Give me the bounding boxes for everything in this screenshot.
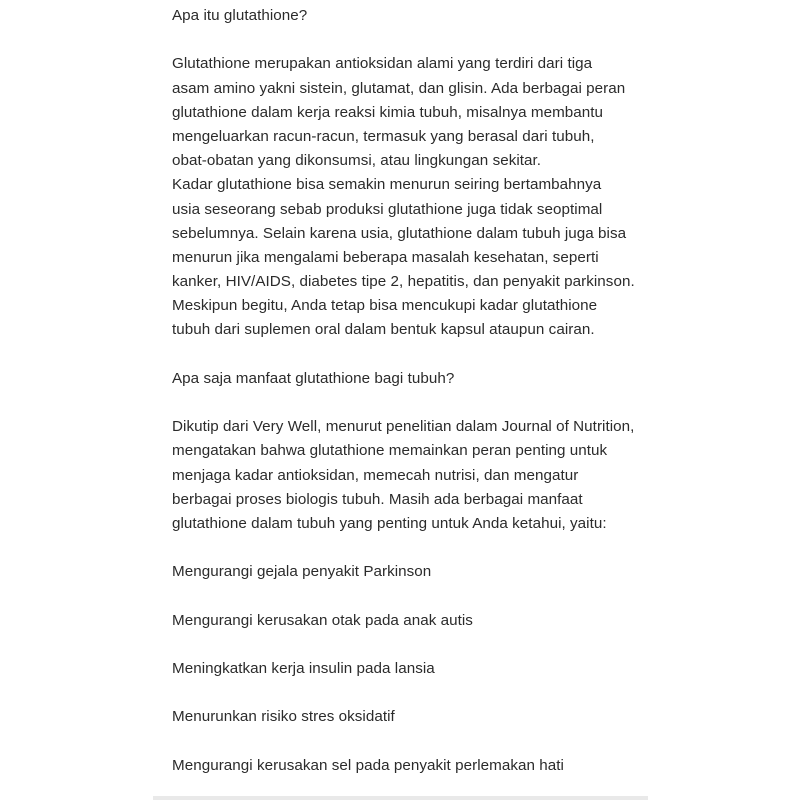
paragraph-line: glutathione dalam kerja reaksi kimia tubuh, misalnya membantu — [172, 103, 604, 121]
paragraph-line: asam amino yakni sistein, glutamat, dan glisin. Ada berbagai peran — [172, 79, 626, 97]
intro-paragraph — [172, 52, 642, 342]
paragraph-line: mengeluarkan racun-racun, termasuk yang berasal dari tubuh, — [172, 127, 595, 145]
benefit-item: Mengurangi kerusakan otak pada anak autis — [172, 611, 473, 629]
paragraph-line: sebelumnya. Selain karena usia, glutathione dalam tubuh juga bisa — [172, 224, 627, 242]
benefit-item: Mengurangi kerusakan sel pada penyakit perlemakan hati — [172, 756, 564, 774]
paragraph-gap — [172, 681, 642, 705]
paragraph-gap — [172, 633, 642, 657]
paragraph-gap — [172, 730, 642, 754]
paragraph-gap — [172, 391, 642, 415]
paragraph-gap — [172, 343, 642, 367]
benefit-item: Menurunkan risiko stres oksidatif — [172, 708, 395, 726]
benefit-item: Meningkatkan kerja insulin pada lansia — [172, 660, 435, 678]
paragraph-line: tubuh dari suplemen oral dalam bentuk kapsul ataupun cairan. — [172, 321, 595, 339]
paragraph-line: Glutathione merupakan antioksidan alami yang terdiri dari tiga — [172, 55, 593, 73]
paragraph-line: mengatakan bahwa glutathione memainkan peran penting untuk — [172, 442, 608, 460]
paragraph-line: menurun jika mengalami beberapa masalah kesehatan, seperti — [172, 248, 599, 266]
paragraph-line: menjaga kadar antioksidan, memecah nutrisi, dan mengatur — [172, 466, 579, 484]
section-heading-what-is-glutathione: Apa itu glutathione? — [172, 7, 308, 24]
paragraph-gap — [172, 28, 642, 52]
paragraph-gap — [172, 585, 642, 609]
benefits-intro-paragraph — [172, 415, 642, 536]
paragraph-line: obat-obatan yang dikonsumsi, atau lingkungan sekitar. — [172, 152, 542, 170]
article-body — [172, 4, 642, 778]
paragraph-gap — [172, 536, 642, 560]
paragraph-line: usia seseorang sebab produksi glutathione juga tidak seoptimal — [172, 200, 603, 218]
paragraph-line: Meskipun begitu, Anda tetap bisa mencukupi kadar glutathione — [172, 297, 598, 315]
paragraph-line: kanker, HIV/AIDS, diabetes tipe 2, hepatitis, dan penyakit parkinson. — [172, 273, 635, 291]
paragraph-line: Kadar glutathione bisa semakin menurun seiring bertambahnya — [172, 176, 602, 194]
bottom-divider — [153, 796, 648, 800]
paragraph-line: Dikutip dari Very Well, menurut penelitian dalam Journal of Nutrition, — [172, 418, 635, 436]
benefit-item: Mengurangi gejala penyakit Parkinson — [172, 563, 432, 581]
section-heading-benefits: Apa saja manfaat glutathione bagi tubuh? — [172, 369, 455, 387]
paragraph-line: berbagai proses biologis tubuh. Masih ada berbagai manfaat — [172, 490, 583, 508]
paragraph-line: glutathione dalam tubuh yang penting untuk Anda ketahui, yaitu: — [172, 514, 607, 532]
